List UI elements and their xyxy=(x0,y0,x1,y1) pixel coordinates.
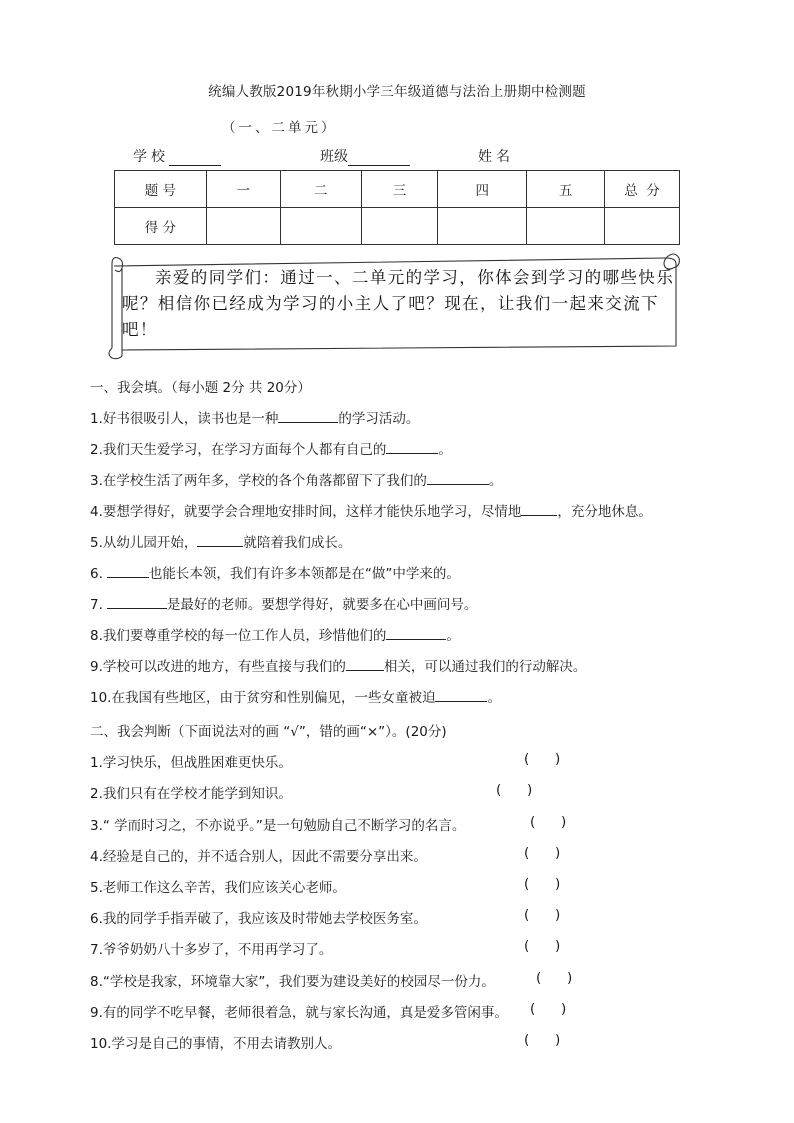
score-input-cell[interactable] xyxy=(280,208,361,245)
question-text: 5.从幼儿园开始， xyxy=(90,535,198,551)
answer-blank[interactable] xyxy=(386,627,446,640)
question-text-after-blank: 也能长本领，我们有许多本领都是在“做”中学来的。 xyxy=(148,566,460,582)
fill-in-question xyxy=(90,407,419,427)
page-title: 统编人教版2019年秋期小学三年级道德与法治上册期中检测题 xyxy=(208,84,586,100)
section-judge-heading: 二、我会判断（下面说法对的画 “√”，错的画“×”）。(20分) xyxy=(90,724,447,740)
answer-parentheses[interactable]: ( ) xyxy=(524,751,561,767)
question-text: 9.学校可以改进的地方，有些直接与我们的 xyxy=(90,659,346,675)
name-label: 姓名 xyxy=(478,149,514,165)
fill-in-question xyxy=(90,562,460,582)
fill-in-question xyxy=(90,686,501,706)
score-cell: 三 xyxy=(361,171,438,208)
score-cell: 五 xyxy=(527,171,605,208)
score-table-score-row xyxy=(115,208,680,245)
judge-statement: 10.学习是自己的事情，不用去请教别人。 xyxy=(90,1036,341,1052)
school-field xyxy=(133,146,221,166)
score-input-cell[interactable] xyxy=(206,208,280,245)
question-text-after-blank: 。 xyxy=(446,628,460,644)
school-blank[interactable] xyxy=(169,151,221,166)
score-input-cell[interactable] xyxy=(605,208,680,245)
score-row-label: 得 分 xyxy=(115,208,207,245)
judge-statement: 5.老师工作这么辛苦，我们应该关心老师。 xyxy=(90,880,346,896)
judge-statement: 6.我的同学手指弄破了，我应该及时带她去学校医务室。 xyxy=(90,911,427,927)
score-input-cell[interactable] xyxy=(438,208,527,245)
name-field xyxy=(478,146,514,166)
score-cell: 总 分 xyxy=(605,171,680,208)
question-text: 6. xyxy=(90,566,103,582)
class-blank[interactable] xyxy=(348,151,410,166)
judge-statement: 9.有的同学不吃早餐，老师很着急，就与家长沟通，真是爱多管闲事。 xyxy=(90,1005,508,1021)
fill-in-question xyxy=(90,624,460,644)
judge-statement: 3.“ 学而时习之，不亦说乎。”是一句勉励自己不断学习的名言。 xyxy=(90,818,466,834)
answer-parentheses[interactable]: ( ) xyxy=(524,845,561,861)
question-text-after-blank: 是最好的老师。要想学得好，就要多在心中画问号。 xyxy=(166,597,478,613)
score-cell: 一 xyxy=(206,171,280,208)
answer-parentheses[interactable]: ( ) xyxy=(524,907,561,923)
question-text: 2.我们天生爱学习，在学习方面每个人都有自己的 xyxy=(90,442,387,458)
answer-blank[interactable] xyxy=(521,503,557,516)
score-cell: 题 号 xyxy=(115,171,207,208)
judge-statement: 2.我们只有在学校才能学到知识。 xyxy=(90,786,292,802)
question-text-after-blank: 。 xyxy=(487,690,501,706)
question-text: 10.在我国有些地区，由于贫穷和性别偏见，一些女童被迫 xyxy=(90,690,436,706)
answer-parentheses[interactable]: ( ) xyxy=(524,876,561,892)
class-label: 班级 xyxy=(320,149,348,165)
fill-in-question xyxy=(90,469,502,489)
answer-blank[interactable] xyxy=(346,658,384,671)
class-field xyxy=(320,146,410,166)
fill-in-question xyxy=(90,593,477,613)
score-cell: 二 xyxy=(280,171,361,208)
judge-statement: 7.爷爷奶奶八十多岁了，不用再学习了。 xyxy=(90,942,333,958)
answer-parentheses[interactable]: ( ) xyxy=(536,970,573,986)
intro-text: 亲爱的同学们：通过一、二单元的学习，你体会到学习的哪些快乐呢？相信你已经成为学习的小主人了吧？现在，让我们一起来交流下吧！ xyxy=(122,268,675,339)
answer-parentheses[interactable]: ( ) xyxy=(530,1001,567,1017)
question-text: 3.在学校生活了两年多，学校的各个角落都留下了我们的 xyxy=(90,473,427,489)
question-text-after-blank: 的学习活动。 xyxy=(338,411,420,427)
question-text: 7. xyxy=(90,597,103,613)
answer-blank[interactable] xyxy=(107,596,167,609)
answer-blank[interactable] xyxy=(427,472,489,485)
question-text-after-blank: 。 xyxy=(438,442,452,458)
answer-parentheses[interactable]: ( ) xyxy=(524,1032,561,1048)
answer-parentheses[interactable]: ( ) xyxy=(496,782,533,798)
judge-statement: 4.经验是自己的，并不适合别人，因此不需要分享出来。 xyxy=(90,849,427,865)
judge-statement: 1.学习快乐，但战胜困难更快乐。 xyxy=(90,755,292,771)
answer-parentheses[interactable]: ( ) xyxy=(530,814,567,830)
answer-blank[interactable] xyxy=(435,689,487,702)
question-text: 4.要想学得好，就要学会合理地安排时间，这样才能快乐地学习，尽情地 xyxy=(90,504,522,520)
answer-blank[interactable] xyxy=(197,534,243,547)
score-table xyxy=(114,170,680,245)
question-text: 1.好书很吸引人，读书也是一种 xyxy=(90,411,279,427)
score-cell: 四 xyxy=(438,171,527,208)
judge-statement: 8.“学校是我家，环境靠大家”，我们要为建设美好的校园尽一份力。 xyxy=(90,974,495,990)
intro-scroll-banner xyxy=(100,250,680,360)
answer-blank[interactable] xyxy=(107,565,149,578)
section-fill-in-heading: 一、我会填。（每小题 2分 共 20分） xyxy=(90,380,311,396)
question-text-after-blank: ，充分地休息。 xyxy=(557,504,652,520)
question-text-after-blank: 就陪着我们成长。 xyxy=(243,535,352,551)
score-input-cell[interactable] xyxy=(527,208,605,245)
question-text: 8.我们要尊重学校的每一位工作人员，珍惜他们的 xyxy=(90,628,387,644)
fill-in-question xyxy=(90,438,452,458)
fill-in-question xyxy=(90,500,652,520)
answer-blank[interactable] xyxy=(278,410,338,423)
question-text-after-blank: 相关，可以通过我们的行动解决。 xyxy=(383,659,587,675)
page-subtitle: （一、二单元） xyxy=(222,120,338,136)
question-text-after-blank: 。 xyxy=(488,473,503,489)
fill-in-question xyxy=(90,655,586,675)
answer-blank[interactable] xyxy=(386,441,438,454)
school-label: 学校 xyxy=(133,149,169,165)
answer-parentheses[interactable]: ( ) xyxy=(524,938,561,954)
fill-in-question xyxy=(90,531,351,551)
score-input-cell[interactable] xyxy=(361,208,438,245)
score-table-header-row xyxy=(115,171,680,208)
